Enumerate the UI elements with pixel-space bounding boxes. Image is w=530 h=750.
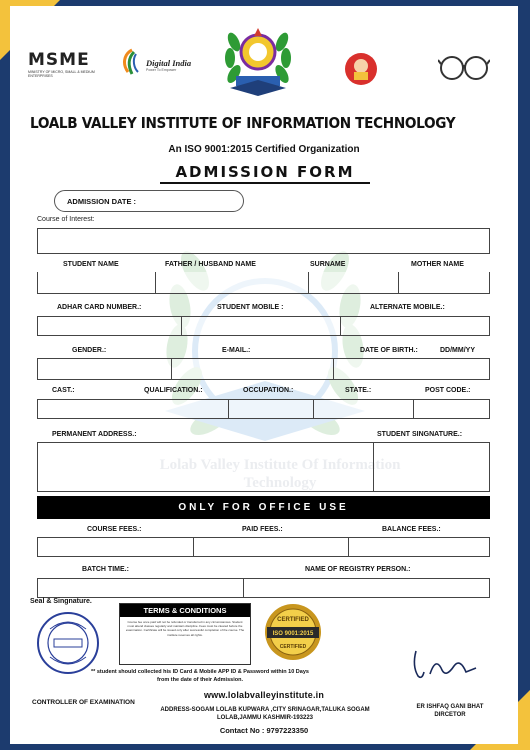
fees-cell-divider (193, 538, 194, 556)
cast-label: CAST.: (52, 387, 75, 394)
misc-row (37, 399, 490, 419)
poshan-logo-icon (344, 52, 378, 86)
office-use-banner: ONLY FOR OFFICE USE (37, 496, 490, 519)
controller-of-examination-label: CONTROLLER OF EXAMINATION (32, 699, 135, 706)
digital-india-subtext: Power To Empower (146, 68, 177, 72)
state-label: STATE.: (345, 387, 372, 394)
website-link[interactable]: www.lolabvalleyinstitute.in (203, 690, 325, 700)
dob-format-hint: DD/MM/YY (440, 347, 475, 354)
adhar-card-label: ADHAR CARD NUMBER.: (57, 304, 142, 311)
father-husband-name-label: FATHER / HUSBAND NAME (165, 261, 256, 268)
terms-and-conditions-box (119, 603, 251, 665)
course-fees-label: COURSE FEES.: (87, 526, 142, 533)
form-title: ADMISSION FORM (160, 163, 370, 184)
surname-label: SURNAME (310, 261, 346, 268)
ids-row (37, 316, 490, 336)
course-of-interest-label: Course of Interest: (37, 216, 95, 223)
director-block (400, 703, 500, 719)
personal-cell-divider (333, 359, 334, 379)
terms-title: TERMS & CONDITIONS (120, 604, 250, 617)
mother-name-label: MOTHER NAME (411, 261, 464, 268)
iso-badge-bottom-text: CERTIFIED (279, 644, 307, 650)
digital-india-text: Digital India (146, 58, 192, 68)
misc-cell-divider (413, 400, 414, 418)
batch-time-label: BATCH TIME.: (82, 566, 129, 573)
iso-certification-line: An ISO 9001:2015 Certified Organization (168, 144, 360, 155)
names-cell-divider (308, 272, 309, 293)
contact-number: Contact No : 9797223350 (219, 726, 309, 735)
institute-name: LOALB VALLEY INSTITUTE OF INFORMATION TECHNOLOGY (30, 114, 456, 132)
student-mobile-label: STUDENT MOBILE : (217, 304, 284, 311)
fees-cell-divider (348, 538, 349, 556)
course-of-interest-field[interactable] (37, 228, 490, 254)
director-title: DIRCETOR (434, 712, 466, 718)
logo-row (10, 20, 518, 100)
admission-form-sheet (10, 6, 518, 744)
digital-india-swirl-icon (120, 48, 144, 76)
permanent-address-label: PERMANENT ADDRESS.: (52, 431, 137, 438)
qualification-label: QUALIFICATION.: (144, 387, 203, 394)
iso-certified-badge (263, 601, 323, 663)
balance-fees-label: BALANCE FEES.: (382, 526, 441, 533)
date-of-birth-label: DATE OF BIRTH.: (360, 347, 418, 354)
msme-logo-subtext: MINISTRY OF MICRO, SMALL & MEDIUM ENTERPRISES (28, 70, 95, 78)
occupation-label: OCCUPATION.: (243, 387, 294, 394)
names-cell-divider (398, 272, 399, 293)
paid-fees-label: PAID FEES.: (242, 526, 283, 533)
student-signature-label: STUDENT SINGNATURE.: (377, 431, 463, 438)
names-row (37, 272, 490, 294)
swachh-bharat-glasses-icon (438, 50, 490, 90)
digital-india-logo (120, 48, 200, 78)
director-signature-icon (406, 646, 486, 686)
institute-address: ADDRESS-SOGAM LOLAB KUPWARA ,CITY SRINAGAR,TALUKA SOGAM LOLAB,JAMMU KASHMIR-193223 (160, 707, 370, 721)
ids-cell-divider (181, 317, 182, 335)
misc-cell-divider (228, 400, 229, 418)
admission-date-field[interactable] (54, 190, 244, 212)
institute-stamp-icon (36, 611, 100, 675)
seal-signature-label: Seal & Singnature. (30, 598, 92, 605)
post-code-label: POST CODE.: (425, 387, 471, 394)
gender-label: GENDER.: (72, 347, 107, 354)
admission-date-label: ADMISSION DATE : (67, 197, 137, 206)
msme-logo (28, 50, 98, 78)
id-card-note: ** student should collected his ID Card & Mobile APP ID & Password within 10 Days from the date of their Admission. (91, 669, 309, 683)
institute-crest-icon (222, 22, 294, 98)
alternate-mobile-label: ALTERNATE MOBILE.: (370, 304, 445, 311)
director-name: ER ISHFAQ GANI BHAT (416, 704, 484, 710)
names-cell-divider (155, 272, 156, 293)
registry-person-label: NAME OF REGISTRY PERSON.: (305, 566, 411, 573)
iso-badge-top-text: CERTIFIED (277, 617, 309, 623)
personal-cell-divider (171, 359, 172, 379)
batch-cell-divider (243, 579, 244, 597)
address-cell-divider (373, 443, 374, 491)
personal-row (37, 358, 490, 380)
student-name-label: STUDENT NAME (63, 261, 119, 268)
batch-registry-row (37, 578, 490, 598)
email-label: E-MAIL.: (222, 347, 251, 354)
ids-cell-divider (340, 317, 341, 335)
fees-row (37, 537, 490, 557)
address-signature-row (37, 442, 490, 492)
misc-cell-divider (313, 400, 314, 418)
msme-logo-text: MSME (28, 50, 90, 70)
terms-body: Course fee once paid will not be refunded or transferred in any circumstances. Student must attend classes regularly and maintain discipline. Fees must be cleared before the examination. Certificate will be issued only after successful completion of the course. The institute reserves all rights. (125, 620, 245, 637)
iso-badge-icon (263, 601, 323, 663)
iso-badge-mid-text: ISO 9001:2015 (272, 631, 314, 637)
